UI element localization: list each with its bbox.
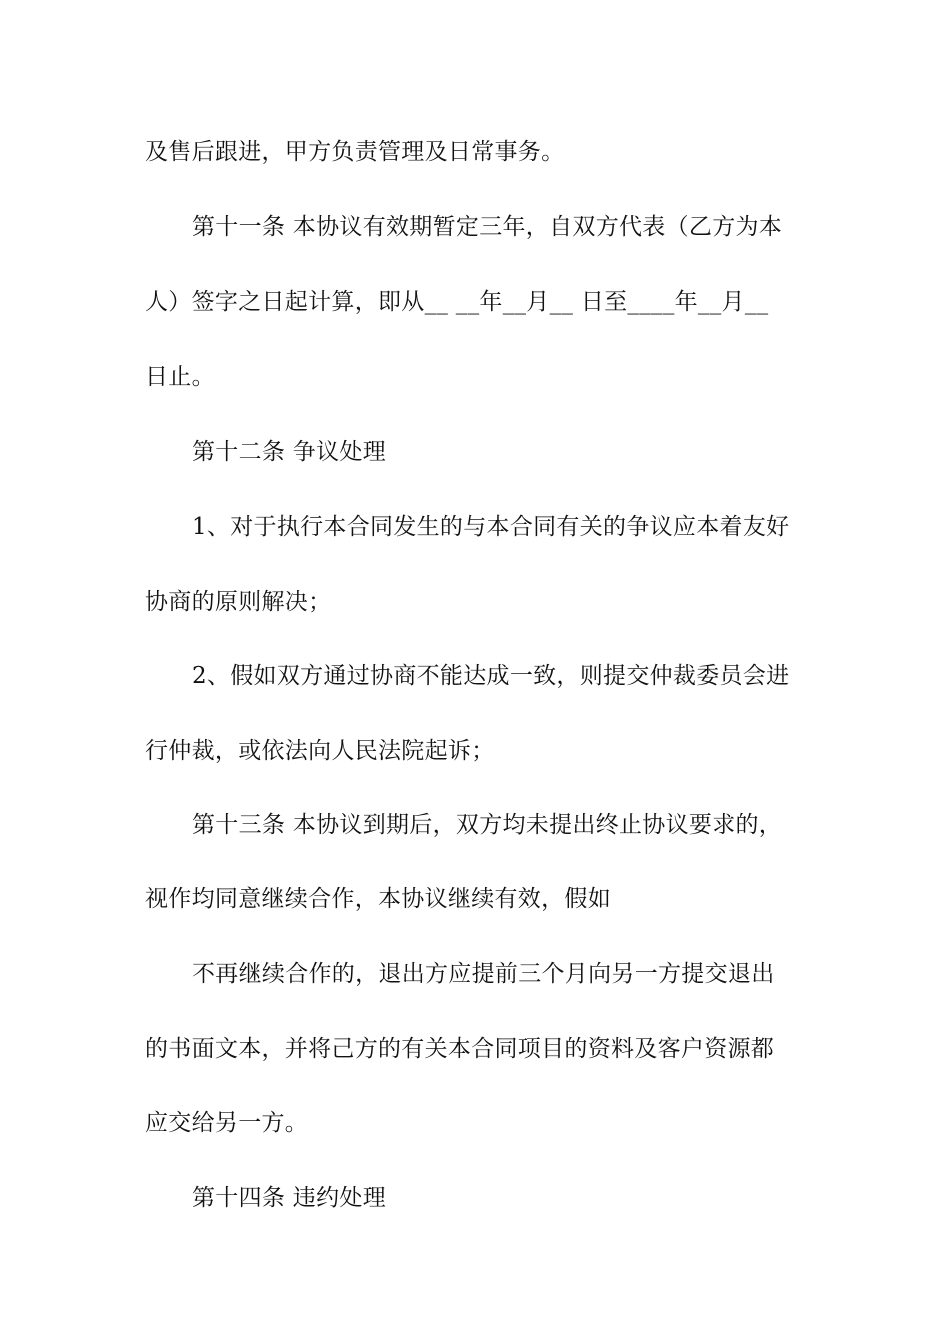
article-13-heading-line: 第十三条 本协议到期后，双方均未提出终止协议要求的， [192, 812, 783, 838]
article-12-heading: 第十二条 争议处理 [192, 439, 387, 465]
list-item-2: 2、假如双方通过协商不能达成一致，则提交仲裁委员会进 [192, 663, 790, 689]
paragraph-line: 的书面文本，并将己方的有关本合同项目的资料及客户资源都 [145, 1036, 775, 1062]
paragraph-line: 应交给另一方。 [145, 1110, 309, 1136]
paragraph-line: 协商的原则解决； [145, 589, 332, 615]
article-11-heading-line: 第十一条 本协议有效期暂定三年，自双方代表（乙方为本 [192, 214, 783, 240]
paragraph-line: 不再继续合作的，退出方应提前三个月向另一方提交退出 [192, 961, 775, 987]
paragraph-line: 人）签字之日起计算，即从__ __年__月__ 日至____年__月__ [145, 289, 769, 315]
paragraph-line: 视作均同意继续合作，本协议继续有效，假如 [145, 886, 611, 912]
paragraph-line: 日止。 [145, 364, 215, 390]
paragraph-line: 行仲裁，或依法向人民法院起诉； [145, 738, 495, 764]
paragraph-line: 及售后跟进，甲方负责管理及日常事务。 [145, 139, 565, 165]
list-item-1: 1、对于执行本合同发生的与本合同有关的争议应本着友好 [192, 514, 790, 540]
article-14-heading: 第十四条 违约处理 [192, 1185, 387, 1211]
